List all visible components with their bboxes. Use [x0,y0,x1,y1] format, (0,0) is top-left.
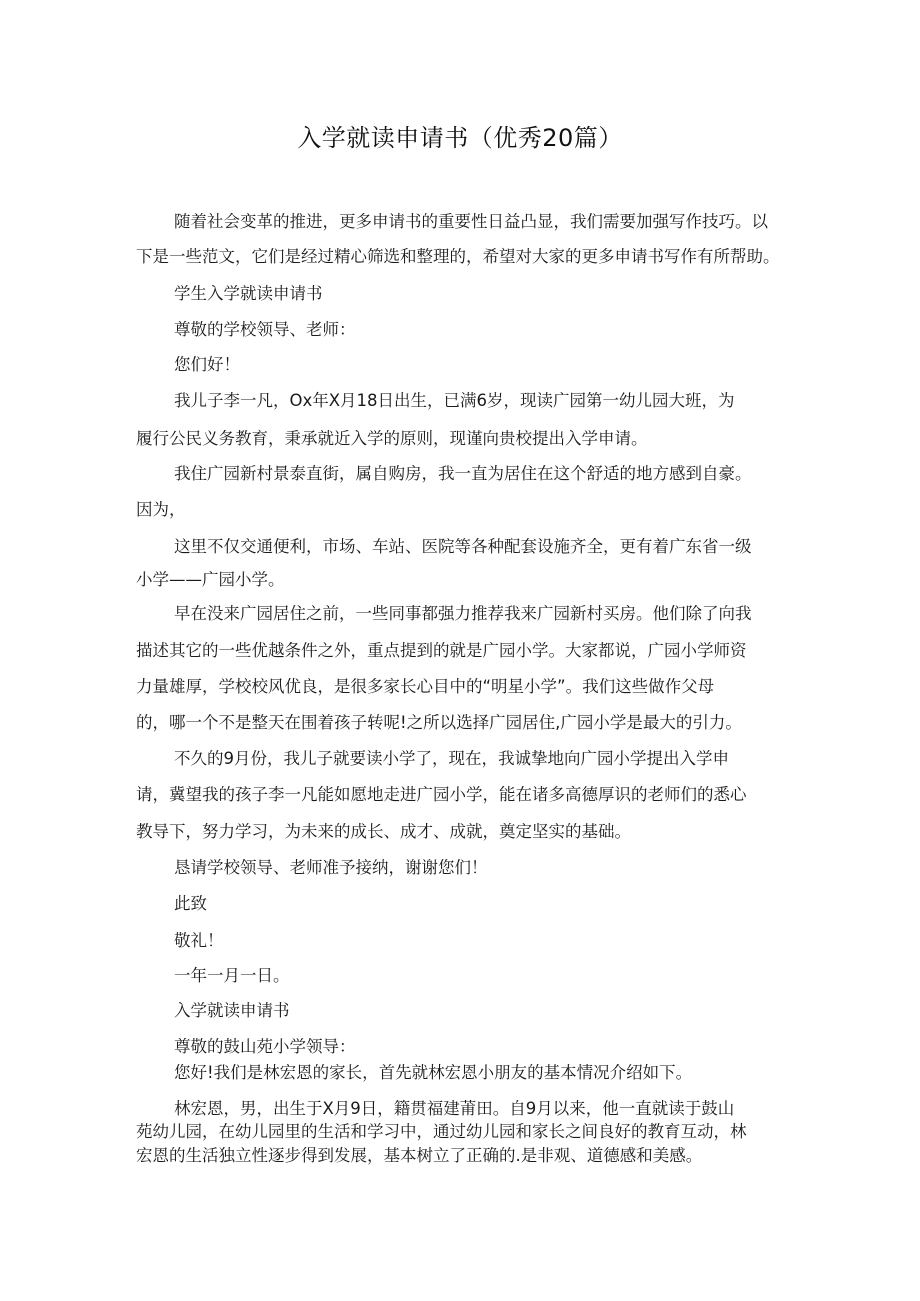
paragraph-line: 不久的9月份，我儿子就要读小学了，现在，我诚挚地向广园小学提出入学申 [174,749,729,768]
paragraph-line: 恳请学校领导、老师准予接纳，谢谢您们！ [174,858,488,877]
section-heading: 入学就读申请书 [174,1001,290,1020]
paragraph-line: 教导下，努力学习，为未来的成长、成才、成就，奠定坚实的基础。 [136,822,631,841]
paragraph-line: 小学——广园小学。 [136,570,285,589]
paragraph-line: 随着社会变革的推进，更多申请书的重要性日益凸显，我们需要加强写作技巧。以 [174,212,768,231]
closing-line: 敬礼！ [174,931,224,950]
salutation: 尊敬的学校领导、老师： [174,320,356,339]
paragraph-line: 早在没来广园居住之前，一些同事都强力推荐我来广园新村买房。他们除了向我 [174,604,752,623]
paragraph-line: 因为， [136,500,186,519]
paragraph-line: 力量雄厚，学校校风优良，是很多家长心目中的“明星小学”。我们这些做作父母 [136,677,715,696]
paragraph-line: 下是一些范文，它们是经过精心筛选和整理的，希望对大家的更多申请书写作有所帮助。 [136,247,780,266]
salutation: 尊敬的鼓山苑小学领导： [174,1037,356,1056]
document-title: 入学就读申请书（优秀20篇） [297,124,623,152]
paragraph-line: 履行公民义务教育，秉承就近入学的原则，现谨向贵校提出入学申请。 [136,429,648,448]
closing-line: 此致 [174,894,207,913]
paragraph-line: 我住广园新村景泰直街，属自购房，我一直为居住在这个舒适的地方感到自豪。 [174,464,752,483]
paragraph-line: 请，冀望我的孩子李一凡能如愿地走进广园小学，能在诸多高德厚识的老师们的悉心 [136,785,747,804]
paragraph-line: 宏恩的生活独立性逐步得到发展，基本树立了正确的.是非观、道德感和美感。 [136,1146,703,1165]
section-heading: 学生入学就读申请书 [174,284,323,303]
paragraph-line: 这里不仅交通便利，市场、车站、医院等各种配套设施齐全，更有着广东省一级 [174,537,752,556]
paragraph-line: 描述其它的一些优越条件之外，重点提到的就是广园小学。大家都说，广园小学师资 [136,641,747,660]
paragraph-line: 我儿子李一凡，Ox年X月18日出生，已满6岁，现读广园第一幼儿园大班，为 [174,391,735,410]
paragraph-line: 您好!我们是林宏恩的家长，首先就林宏恩小朋友的基本情况介绍如下。 [174,1063,693,1082]
paragraph-line: 的，哪一个不是整天在围着孩子转呢!之所以选择广园居住,广园小学是最大的引力。 [136,713,742,732]
greeting: 您们好！ [174,355,240,374]
paragraph-line: 苑幼儿园，在幼儿园里的生活和学习中，通过幼儿园和家长之间良好的教育互动，林 [136,1122,747,1141]
paragraph-line: 林宏恩，男，出生于X月9日，籍贯福建莆田。自9月以来，他一直就读于鼓山 [174,1099,735,1118]
date-line: 一年一月一日。 [174,966,290,985]
